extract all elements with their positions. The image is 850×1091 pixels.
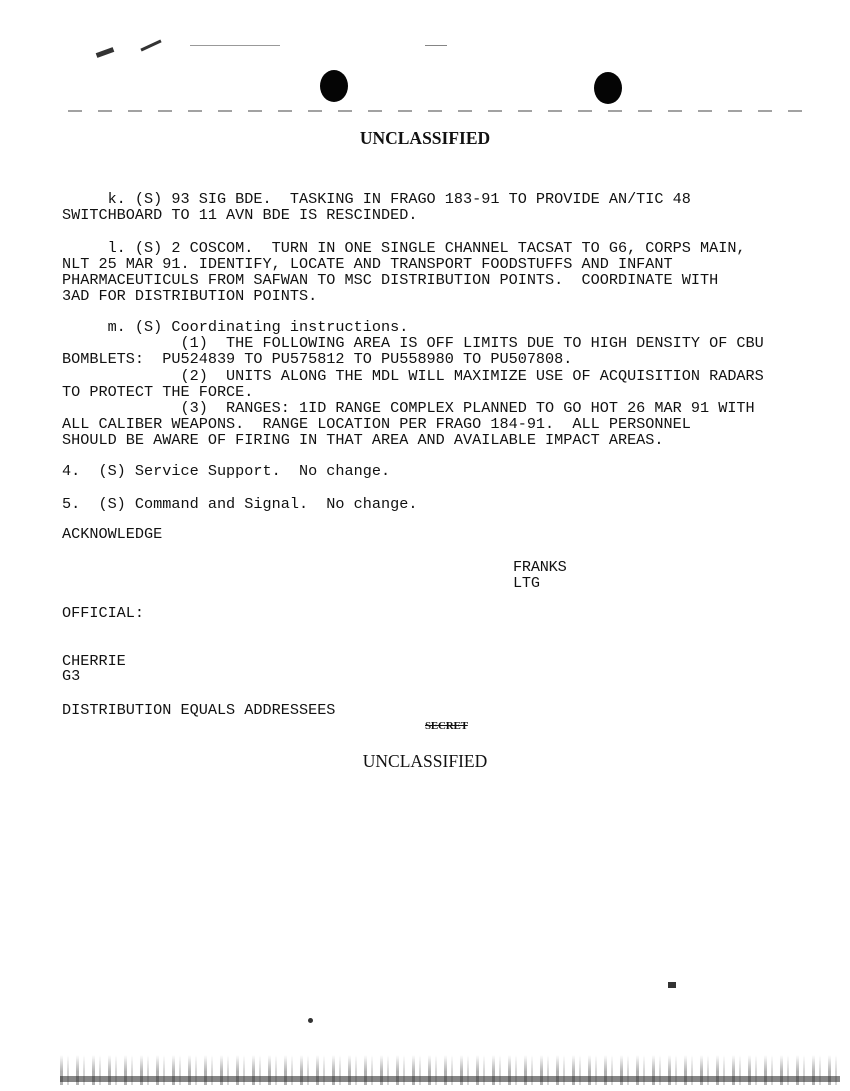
scan-mark bbox=[308, 1018, 313, 1023]
paragraph-m-line: ALL CALIBER WEAPONS. RANGE LOCATION PER FRAGO 184-91. ALL PERSONNEL bbox=[62, 415, 691, 433]
acknowledge-line: ACKNOWLEDGE bbox=[62, 525, 163, 543]
paragraph-m-line: (3) RANGES: 1ID RANGE COMPLEX PLANNED TO GO HOT 26 MAR 91 WITH bbox=[62, 399, 755, 417]
official-label: OFFICIAL: bbox=[62, 604, 145, 622]
distribution-line: DISTRIBUTION EQUALS ADDRESSEES bbox=[62, 701, 336, 719]
header-classification: UNCLASSIFIED bbox=[359, 128, 491, 148]
paragraph-5: 5. (S) Command and Signal. No change. bbox=[62, 495, 418, 513]
footer-classification: UNCLASSIFIED bbox=[362, 751, 488, 771]
scan-mark bbox=[140, 39, 161, 51]
paragraph-k-line: k. (S) 93 SIG BDE. TASKING IN FRAGO 183-91 TO PROVIDE AN/TIC 48 bbox=[62, 190, 691, 208]
paragraph-m-line: SHOULD BE AWARE OF FIRING IN THAT AREA AND AVAILABLE IMPACT AREAS. bbox=[62, 431, 664, 449]
paragraph-m-line: BOMBLETS: PU524839 TO PU575812 TO PU558980 TO PU507808. bbox=[62, 350, 573, 368]
signature-name: FRANKS bbox=[513, 558, 567, 576]
scan-mark bbox=[190, 45, 280, 46]
paragraph-m-line: (2) UNITS ALONG THE MDL WILL MAXIMIZE USE OF ACQUISITION RADARS bbox=[62, 367, 764, 385]
scan-mark bbox=[425, 45, 447, 46]
paragraph-m-line: TO PROTECT THE FORCE. bbox=[62, 383, 254, 401]
paragraph-m-line: (1) THE FOLLOWING AREA IS OFF LIMITS DUE TO HIGH DENSITY OF CBU bbox=[62, 334, 764, 352]
paragraph-k-line: SWITCHBOARD TO 11 AVN BDE IS RESCINDED. bbox=[62, 206, 418, 224]
scan-mark bbox=[668, 982, 676, 988]
punch-hole-right bbox=[594, 72, 622, 104]
scan-mark bbox=[96, 47, 115, 58]
struck-classification: SECRET bbox=[425, 720, 468, 732]
signature-rank: LTG bbox=[513, 574, 540, 592]
paragraph-l-line: PHARMACEUTICULS FROM SAFWAN TO MSC DISTRIBUTION POINTS. COORDINATE WITH bbox=[62, 271, 719, 289]
authenticator-name: CHERRIE bbox=[62, 652, 126, 670]
punch-hole-left bbox=[320, 70, 348, 102]
scan-line bbox=[68, 110, 808, 112]
paragraph-l-line: NLT 25 MAR 91. IDENTIFY, LOCATE AND TRANSPORT FOODSTUFFS AND INFANT bbox=[62, 255, 673, 273]
paragraph-m-line: m. (S) Coordinating instructions. bbox=[62, 318, 409, 336]
scan-noise-edge bbox=[60, 1076, 840, 1082]
authenticator-position: G3 bbox=[62, 667, 81, 685]
paragraph-l-line: 3AD FOR DISTRIBUTION POINTS. bbox=[62, 287, 318, 305]
paragraph-4: 4. (S) Service Support. No change. bbox=[62, 462, 391, 480]
paragraph-l-line: l. (S) 2 COSCOM. TURN IN ONE SINGLE CHANNEL TACSAT TO G6, CORPS MAIN, bbox=[62, 239, 746, 257]
